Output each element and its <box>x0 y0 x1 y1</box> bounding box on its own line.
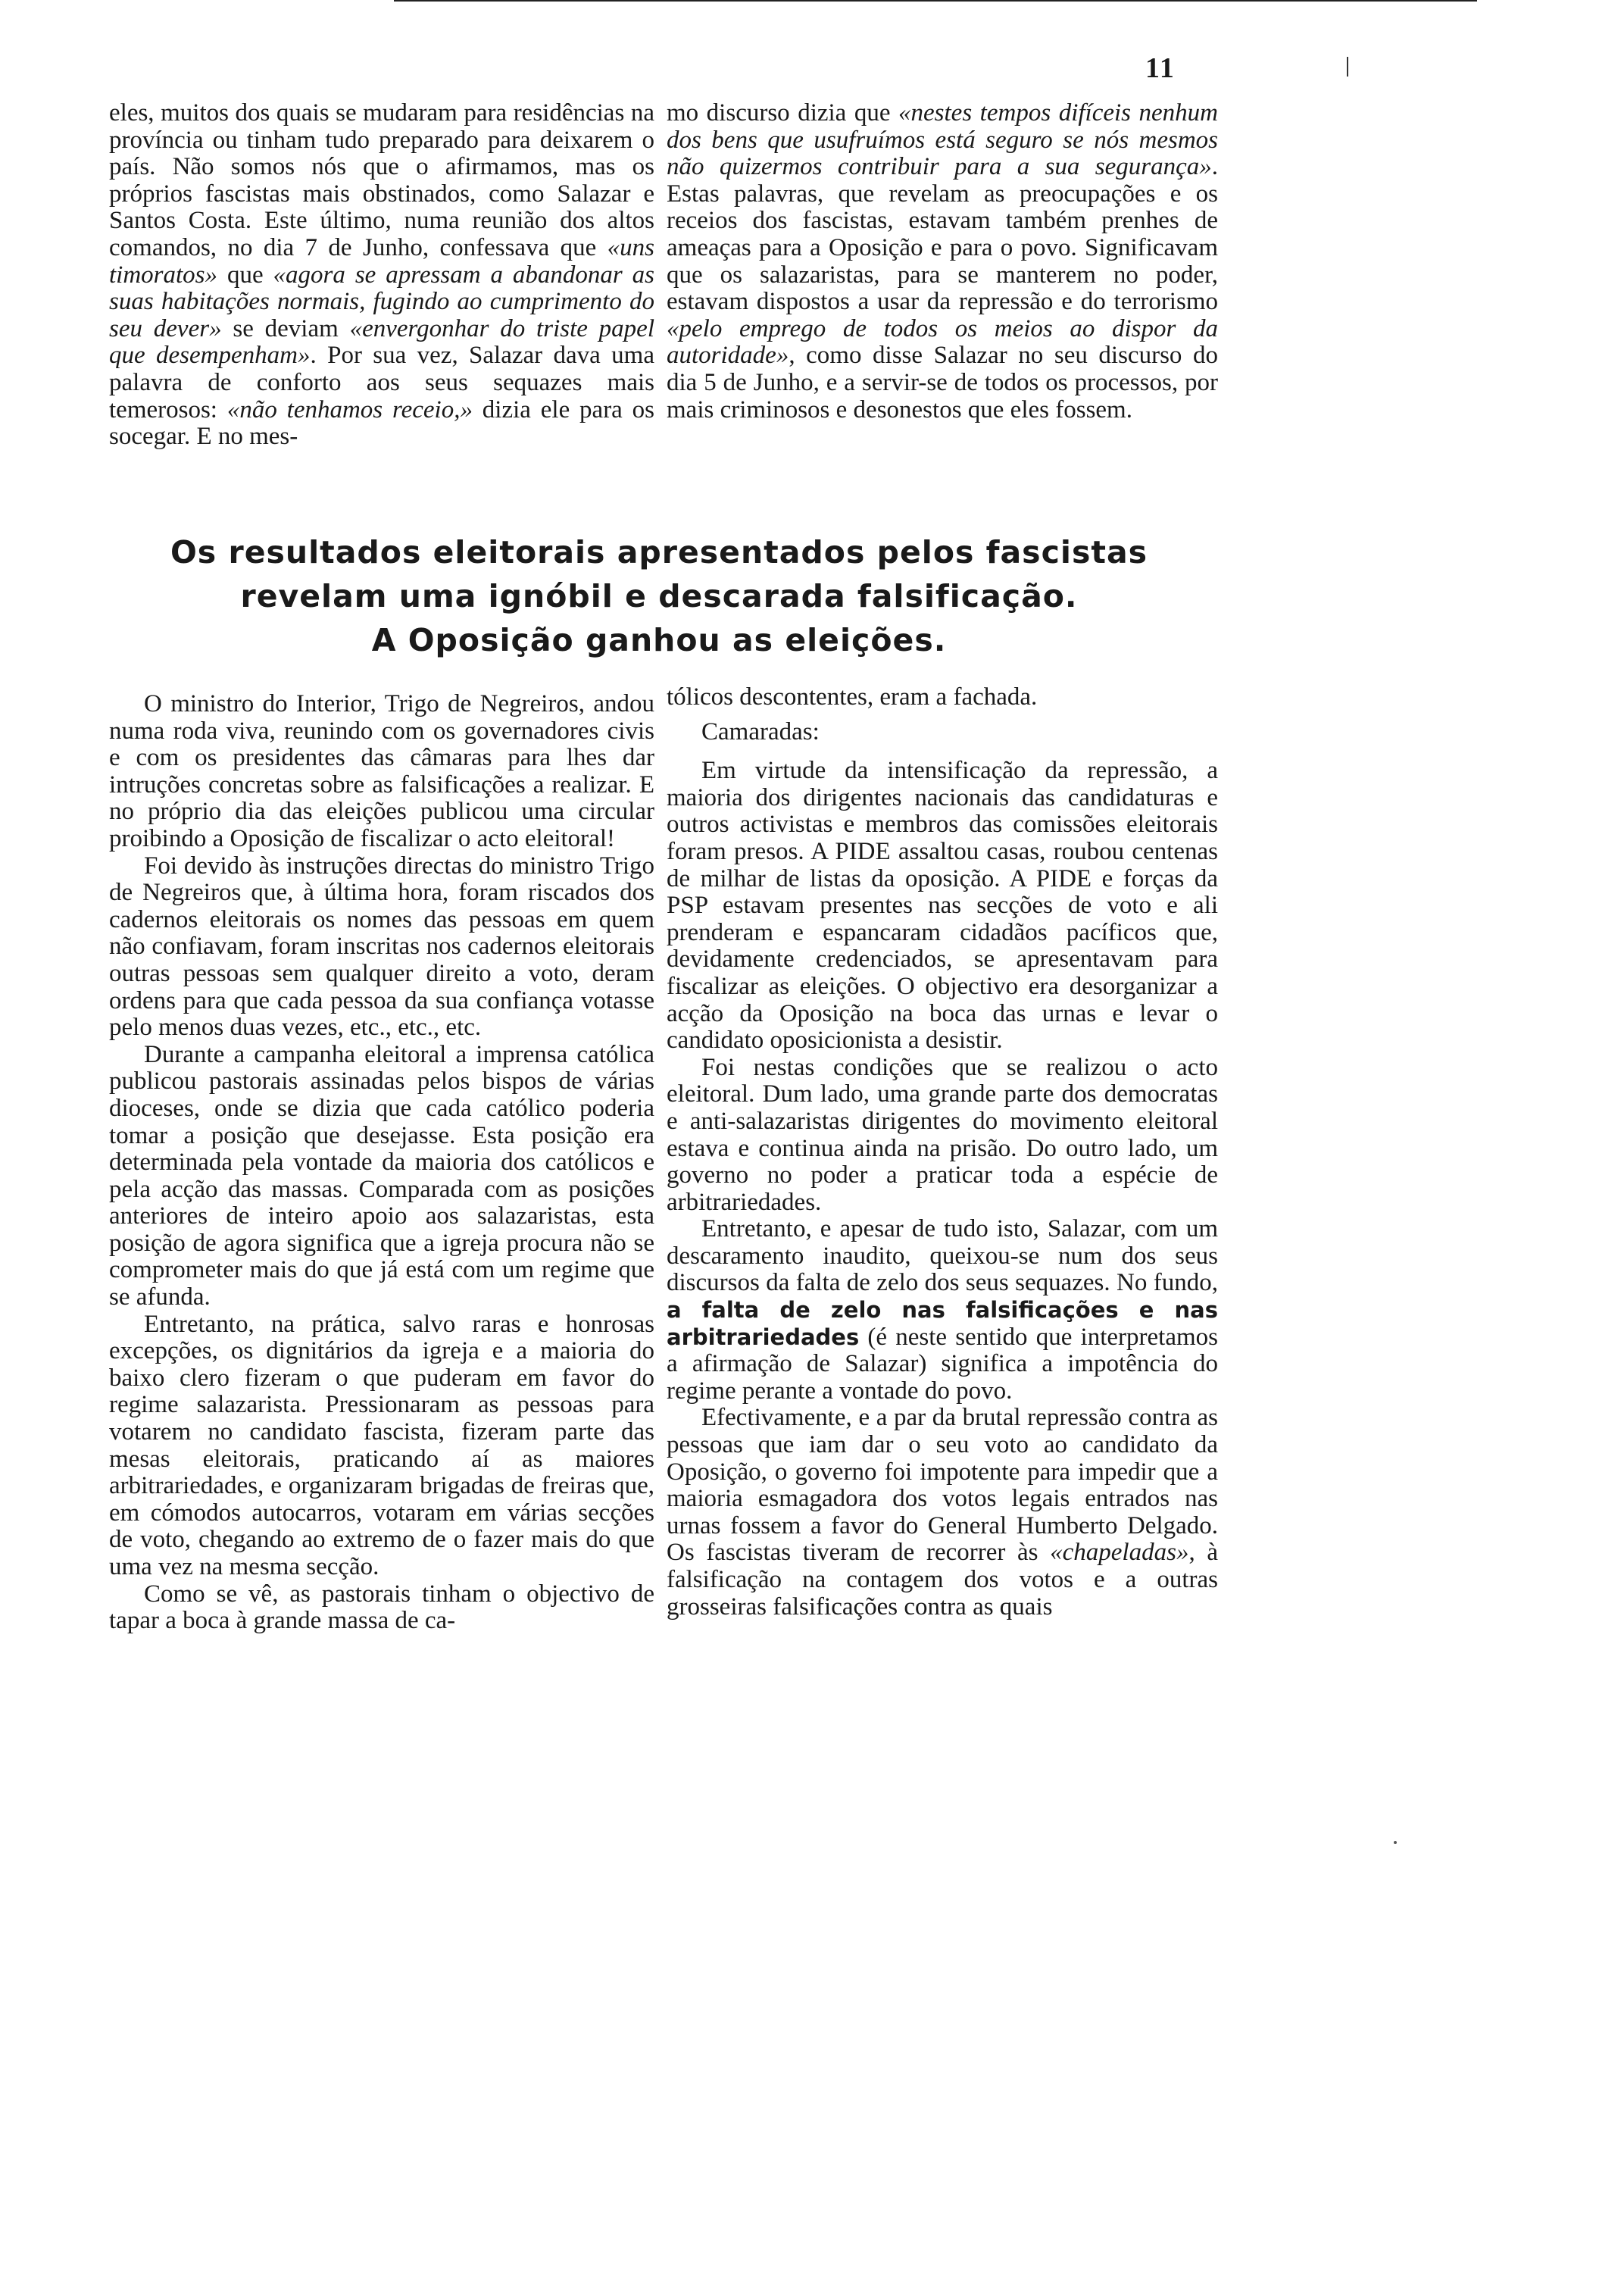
text-run: se deviam <box>221 314 350 342</box>
text-run: , como disse Salazar no seu discurso do dia 5 de Junho, e a servir-se de todos os processos, por mais criminosos e desonestos que eles fossem. <box>667 342 1218 424</box>
paragraph: Foi nestas condições que se realizou o acto eleitoral. Dum lado, uma grande parte dos democratas e anti-salazaristas dirigentes do movimento eleitoral estava e continua ainda na prisão. Do outro lado, um governo no poder a praticar toda a espécie de arbitrariedades. <box>667 1053 1218 1216</box>
text-run: . Estas palavras, que revelam as preocupações e os receios dos fascistas, estavam também prenhes de ameaças para a Oposição e para o povo. Significavam que os salazaristas, para se manterem no poder, estavam dispostos a usar da repressão e do terrorismo <box>667 153 1218 316</box>
paragraph: Em virtude da intensificação da repressão, a maioria dos dirigentes nacionais das candidaturas e outros activistas e membros das comissões eleitorais foram presos. A PIDE assaltou casas, roubou centenas de milhar de listas da oposição. A PIDE e forças da PSP estavam presentes nas secções de voto e ali prenderam e espancaram cidadãos pacíficos que, devidamente credenciados, se apresentavam para fiscalizar as eleições. O objectivo era desorganizar a acção da Oposição na boca das urnas e levar o candidato oposicionista a desistir. <box>667 757 1218 1055</box>
salutation: Camaradas: <box>701 717 820 745</box>
text-run: . Por sua vez, Salazar dava uma palavra de conforto aos seus sequazes mais temerosos: <box>109 342 654 424</box>
column-bottom-right <box>667 684 1218 1621</box>
quote: «nestes tempos difíceis nenhum dos bens que usufruímos está seguro se nós mesmos não quizermos contribuir para a sua segurança» <box>667 99 1218 181</box>
text-run: , à falsificação na contagem dos votos e a outras grosseiras falsificações contra as quais <box>667 1539 1218 1621</box>
print-speck <box>1394 1841 1397 1844</box>
margin-mark <box>1347 57 1348 77</box>
paragraph: Durante a campanha eleitoral a imprensa católica publicou pastorais assinadas pelos bispos de várias dioceses, onde se dizia que cada católico poderia tomar a posição que desejasse. Esta posição era determinada pela vontade da maioria dos católicos e pela acção das massas. Comparada com as posições anteriores de inteiro apoio aos salazaristas, esta posição de agora significa que a igreja procura não se comprometer mais do que já está com um regime que se afunda. <box>109 1040 654 1311</box>
paragraph <box>667 1405 1218 1621</box>
quote: «uns timoratos» <box>109 233 654 289</box>
emphasis: a falta de zelo nas falsificações e nas arbitrariedades <box>667 1297 1218 1350</box>
text-run: (é neste sentido que interpretamos a afirmação de Salazar) significa a impotência do regime perante a vontade do povo. <box>667 1323 1218 1405</box>
text-run: eles, muitos dos quais se mudaram para residências na província ou tinham tudo preparado para deixarem o país. Não somos nós que o afirmamos, mas os próprios fascistas mais obstinados, como Salazar e Santos Costa. Este último, numa reunião dos altos comandos, no dia 7 de Junho, confessava que <box>109 99 654 261</box>
quote: «não tenhamos receio,» <box>226 395 473 424</box>
paragraph <box>667 100 1218 424</box>
text-run: dizia ele para os socegar. E no mes- <box>109 395 655 451</box>
paragraph: Entretanto, na prática, salvo raras e honrosas excepções, os dignitários da igreja e a maioria do baixo clero fizeram o que puderam em favor do regime salazarista. Pressionaram as pessoas para votarem no candidato fascista, fizeram parte das mesas eleitorais, praticando aí as maiores arbitrariedades, e organizaram brigadas de freiras que, em cómodos autocarros, votaram em várias secções de voto, chegando ao extremo de o fazer mais do que uma vez na mesma secção. <box>109 1310 654 1580</box>
quote: «pelo emprego de todos os meios ao dispor da autoridade» <box>667 314 1218 370</box>
paragraph <box>109 100 654 451</box>
article-headline <box>114 530 1204 662</box>
paragraph: tólicos descontentes, eram a fachada. <box>667 683 1038 711</box>
headline-line-1: Os resultados eleitorais apresentados pelos fascistas <box>170 534 1148 570</box>
quote: «chapeladas» <box>1050 1539 1189 1567</box>
paragraph <box>667 1216 1218 1405</box>
text-run: que <box>217 261 273 289</box>
page-number: 11 <box>1145 52 1176 84</box>
text-run: Entretanto, e apesar de tudo isto, Salazar, com um descaramento inaudito, queixou-se num dos seus discursos da falta de zelo dos seus sequazes. No fundo, <box>667 1215 1218 1297</box>
column-top-left <box>109 100 654 451</box>
quote: «envergonhar do triste papel que desempenham» <box>109 314 655 370</box>
paragraph: O ministro do Interior, Trigo de Negreiros, andou numa roda viva, reunindo com os governadores civis e com os presidentes das câmaras para lhes dar intruções concretas sobre as falsificações a realizar. E no próprio dia das eleições publicou uma circular proibindo a Oposição de fiscalizar o acto eleitoral! <box>109 690 654 852</box>
column-top-right <box>667 100 1218 424</box>
paragraph: Foi devido às instruções directas do ministro Trigo de Negreiros que, à última hora, foram riscados dos cadernos eleitorais os nomes das pessoas em quem não confiavam, foram inscritas nos cadernos eleitorais outras pessoas sem qualquer direito a voto, deram ordens para que cada pessoa da sua confiança votasse pelo menos duas vezes, etc., etc., etc. <box>109 852 654 1042</box>
text-run: Efectivamente, e a par da brutal repressão contra as pessoas que iam dar o seu voto ao candidato da Oposição, o governo foi impotente para impedir que a maioria esmagadora dos votos legais entrados nas urnas fossem a favor do General Humberto Delgado. Os fascistas tiveram de recorrer às <box>667 1404 1218 1567</box>
top-rule <box>394 0 1477 2</box>
quote: «agora se apressam a abandonar as suas habitações normais, fugindo ao cumprimento do seu dever» <box>109 261 654 342</box>
column-bottom-left <box>109 691 654 1635</box>
headline-line-3: A Oposição ganhou as eleições. <box>371 622 947 658</box>
paragraph: Como se vê, as pastorais tinham o objectivo de tapar a boca à grande massa de ca- <box>109 1580 654 1635</box>
headline-line-2: revelam uma ignóbil e descarada falsificação. <box>240 578 1078 614</box>
text-run: mo discurso dizia que <box>667 99 899 127</box>
